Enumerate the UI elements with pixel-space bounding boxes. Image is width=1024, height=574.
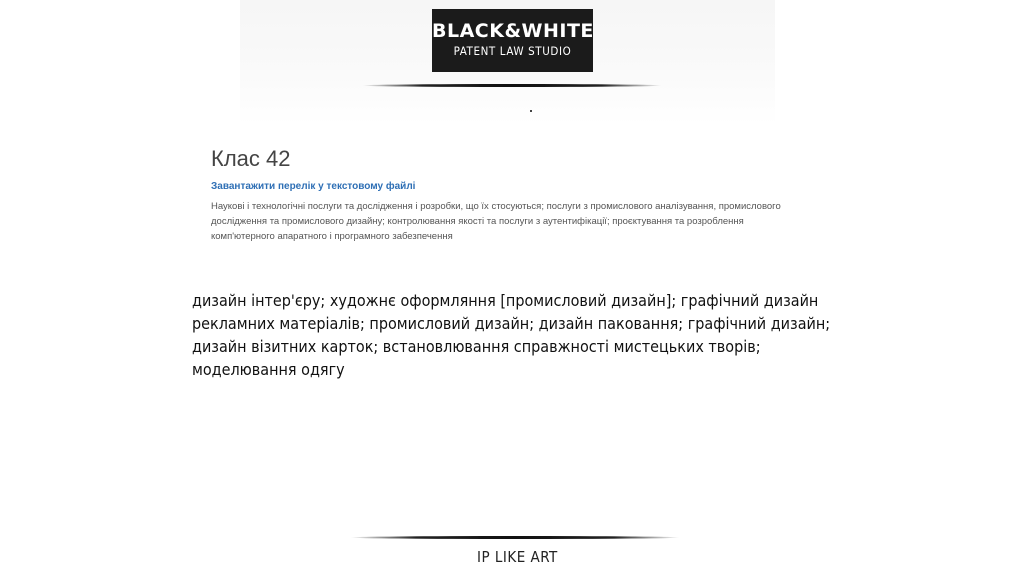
download-list-link[interactable]: Завантажити перелік у текстовому файлі — [211, 181, 416, 192]
services-text: дизайн інтер'єру; художнє оформляння [промисловий дизайн]; графічний дизайн рекламних матеріалів; промисловий дизайн; дизайн паковання; графічний дизайн; дизайн візитних карток; встановлювання справжності мистецьких творів; моделювання одягу — [192, 291, 831, 379]
logo-sub-text: PATENT LAW STUDIO — [453, 44, 572, 58]
company-logo — [432, 9, 593, 72]
top-divider — [362, 84, 662, 87]
bottom-divider — [350, 536, 680, 539]
decorative-dot — [530, 110, 532, 112]
class-screenshot-panel — [197, 138, 797, 256]
footer-slogan: IP LIKE ART — [477, 548, 558, 566]
logo-main-text: BLACK&WHITE — [432, 20, 594, 42]
class-description: Наукові і технологічні послуги та дослідження і розробки, що їх стосуються; послуги з промислового аналізування, промислового дослідження та промислового дизайну; контролювання якості та послуги з аутентифікації; проєктування та розроблення комп'ютерного апаратного і програмного забезпечення — [211, 201, 781, 242]
class-title: Клас 42 — [211, 146, 291, 171]
